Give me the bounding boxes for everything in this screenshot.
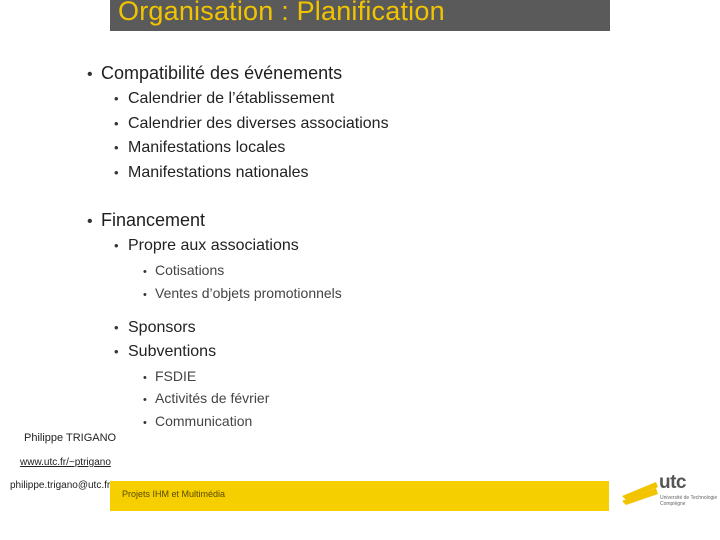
list-item-label: Propre aux associations xyxy=(128,237,299,254)
sub-list-item-label: Ventes d’objets promotionnels xyxy=(155,285,342,301)
sub-list-item xyxy=(143,413,252,429)
title-bar xyxy=(110,0,610,31)
footer-bar xyxy=(110,481,609,511)
section-label: Compatibilité des événements xyxy=(101,63,343,83)
list-item-label: Manifestations locales xyxy=(128,139,286,156)
list-item-label: Manifestations nationales xyxy=(128,164,309,181)
bullet-icon: • xyxy=(143,372,147,384)
sub-list-item-label: Cotisations xyxy=(155,262,225,278)
author-email: philippe.trigano@utc.fr xyxy=(10,480,111,491)
bullet-icon: • xyxy=(143,289,147,301)
bullet-icon: • xyxy=(114,140,119,155)
bullet-icon: • xyxy=(114,238,119,253)
list-item xyxy=(114,164,309,182)
bullet-icon: • xyxy=(87,66,93,83)
section-financing xyxy=(87,210,205,231)
list-item xyxy=(114,115,389,133)
bullet-icon: • xyxy=(114,165,119,180)
slide-title: Organisation : Planification xyxy=(118,0,445,26)
author-url-link[interactable]: www.utc.fr/~ptrigano xyxy=(20,457,111,468)
utc-swoosh-icon xyxy=(620,474,660,514)
sub-list-item xyxy=(143,285,342,301)
bullet-icon: • xyxy=(143,266,147,278)
bullet-icon: • xyxy=(143,417,147,429)
sub-list-item xyxy=(143,390,269,406)
list-item-label: Calendrier de l’établissement xyxy=(128,90,335,107)
bullet-icon: • xyxy=(143,394,147,406)
utc-logo-subtitle: Université de Technologie Compiègne xyxy=(660,495,718,507)
section-compatibility xyxy=(87,63,342,84)
author-name: Philippe TRIGANO xyxy=(24,432,117,444)
list-item xyxy=(114,90,334,108)
list-item xyxy=(114,237,299,255)
section-label: Financement xyxy=(101,210,206,230)
bullet-icon: • xyxy=(114,344,119,359)
bullet-icon: • xyxy=(87,213,93,230)
sub-list-item xyxy=(143,368,196,384)
utc-logo-word: utc xyxy=(659,472,686,493)
utc-logo xyxy=(620,472,718,514)
bullet-icon: • xyxy=(114,91,119,106)
sub-list-item-label: Activités de février xyxy=(155,390,270,406)
list-item xyxy=(114,319,196,337)
list-item xyxy=(114,139,285,157)
course-name: Projets IHM et Multimédia xyxy=(122,489,226,499)
bullet-icon: • xyxy=(114,320,119,335)
sub-list-item xyxy=(143,262,224,278)
bullet-icon: • xyxy=(114,116,119,131)
list-item-label: Subventions xyxy=(128,343,217,360)
sub-list-item-label: Communication xyxy=(155,413,253,429)
list-item xyxy=(114,343,216,361)
sub-list-item-label: FSDIE xyxy=(155,368,197,384)
list-item-label: Calendrier des diverses associations xyxy=(128,115,389,132)
list-item-label: Sponsors xyxy=(128,319,196,336)
